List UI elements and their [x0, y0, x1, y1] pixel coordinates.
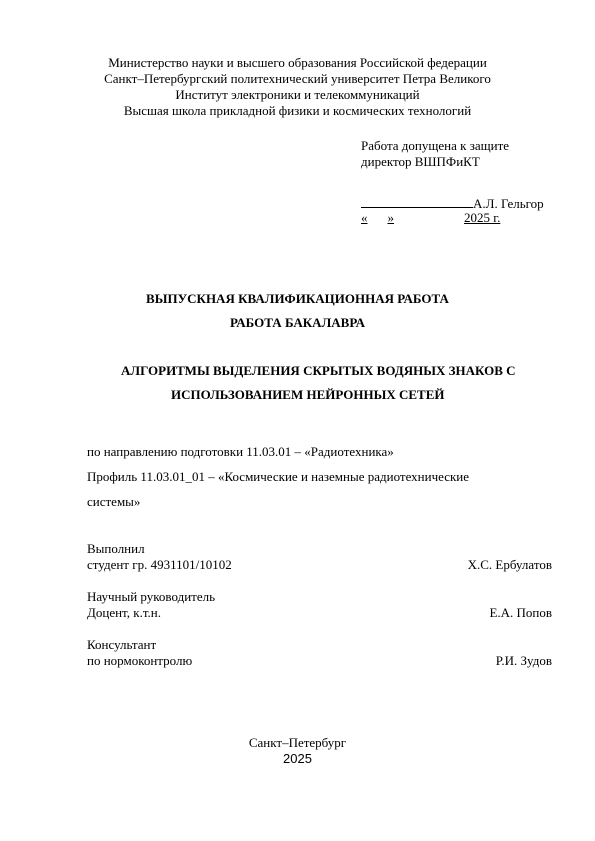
supervisor-title: Доцент, к.т.н.	[87, 605, 161, 620]
approval-block	[361, 138, 509, 170]
footer	[0, 735, 595, 767]
student-group: студент гр. 4931101/10102	[87, 557, 232, 572]
date-open-quote: «	[361, 210, 368, 225]
student-role-label: Выполнил	[87, 541, 145, 556]
study-profile-line-1: Профиль 11.03.01_01 – «Космические и наземные радиотехнические	[87, 469, 470, 484]
study-direction: по направлению подготовки 11.03.01 – «Радиотехника»	[87, 444, 394, 459]
ministry-line: Министерство науки и высшего образования Российской федерации	[108, 55, 487, 70]
degree-title: РАБОТА БАКАЛАВРА	[230, 315, 365, 330]
date-year: 2025 г.	[464, 210, 501, 225]
signature-blank	[361, 195, 473, 208]
institution-header	[0, 55, 595, 119]
approval-admitted-text: Работа допущена к защите	[361, 138, 510, 153]
university-line: Санкт–Петербургский политехнический университет Петра Великого	[104, 71, 491, 86]
supervisor-role-label: Научный руководитель	[87, 589, 216, 604]
institute-line: Институт электроники и телекоммуникаций	[175, 87, 420, 102]
footer-city: Санкт–Петербург	[248, 735, 347, 750]
topic-line-1: АЛГОРИТМЫ ВЫДЕЛЕНИЯ СКРЫТЫХ ВОДЯНЫХ ЗНАКОВ С	[121, 363, 516, 378]
topic-line-2: ИСПОЛЬЗОВАНИЕМ НЕЙРОННЫХ СЕТЕЙ	[171, 387, 445, 402]
date-close-quote: »	[387, 210, 394, 225]
school-line: Высшая школа прикладной физики и космических технологий	[123, 103, 472, 118]
work-type-title: ВЫПУСКНАЯ КВАЛИФИКАЦИОННАЯ РАБОТА	[146, 291, 449, 306]
consultant-area: по нормоконтролю	[87, 653, 193, 668]
student-role	[87, 541, 232, 573]
footer-year: 2025	[283, 751, 312, 766]
study-profile-line-2: системы»	[87, 494, 141, 509]
consultant-name: Р.И. Зудов	[495, 653, 552, 668]
student-name: Х.С. Ербулатов	[467, 557, 552, 572]
supervisor-name: Е.А. Попов	[489, 605, 552, 620]
consultant-role-label: Консультант	[87, 637, 157, 652]
approval-signer-name: А.Л. Гельгор	[473, 196, 544, 211]
approval-date-line	[361, 210, 500, 226]
approval-director-title: директор ВШПФиКТ	[361, 154, 480, 169]
consultant-role	[87, 637, 192, 669]
supervisor-role	[87, 589, 215, 621]
